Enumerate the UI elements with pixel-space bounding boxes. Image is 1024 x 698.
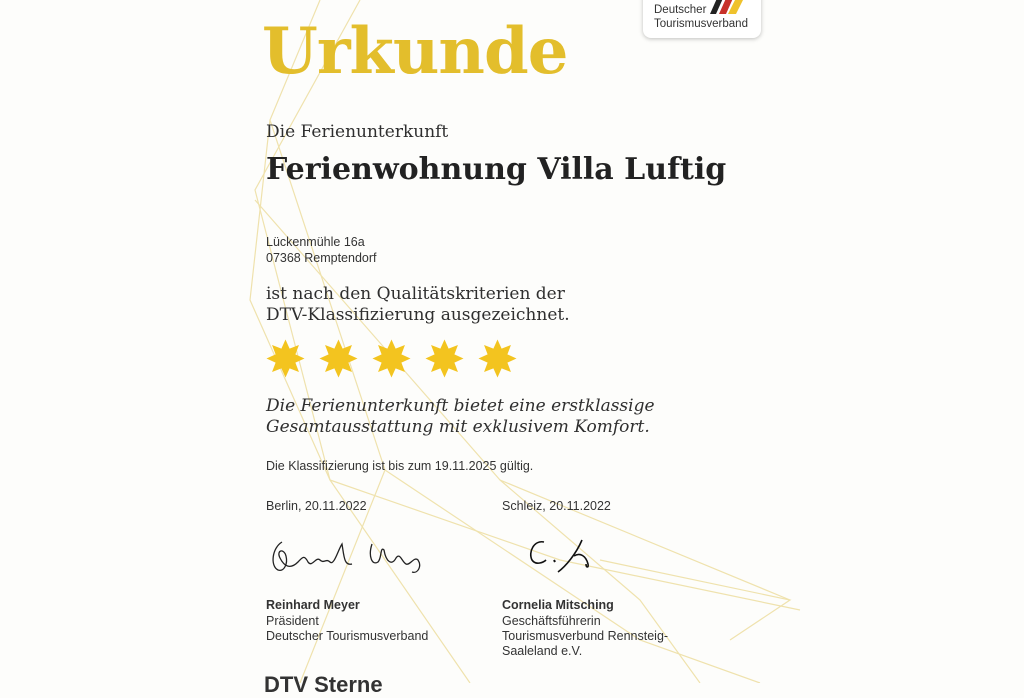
signatory-1-role: Präsident bbox=[266, 614, 319, 628]
validity-text: Die Klassifizierung ist bis zum 19.11.2025 gültig. bbox=[266, 459, 534, 473]
badge-line-2: Tourismusverband bbox=[654, 18, 748, 30]
signature-1-image bbox=[268, 536, 428, 576]
signatory-2-org-line-1: Tourismusverbund Rennsteig- bbox=[502, 629, 669, 643]
star-icon bbox=[319, 339, 358, 378]
signatory-2-org-line-2: Saaleland e.V. bbox=[502, 644, 583, 658]
criteria-line-2: DTV-Klassifizierung ausgezeichnet. bbox=[266, 305, 570, 325]
signatory-2-place-date: Schleiz, 20.11.2022 bbox=[502, 499, 611, 513]
address-street: Lückenmühle 16a bbox=[266, 235, 365, 249]
dtv-flag-stripes-icon bbox=[702, 0, 754, 14]
star-icon bbox=[266, 339, 305, 378]
star-icon bbox=[478, 339, 517, 378]
star-icon bbox=[372, 339, 411, 378]
criteria-line-1: ist nach den Qualitätskriterien der bbox=[266, 284, 565, 304]
badge-line-1: Deutscher bbox=[654, 4, 707, 16]
signatory-1-place-date: Berlin, 20.11.2022 bbox=[266, 499, 367, 513]
signature-2-image bbox=[524, 536, 604, 576]
signatory-2-role: Geschäftsführerin bbox=[502, 614, 601, 628]
description-line-2: Gesamtausstattung mit exklusivem Komfort. bbox=[266, 417, 650, 437]
property-name: Ferienwohnung Villa Luftig bbox=[266, 152, 727, 187]
certificate-title: Urkunde bbox=[262, 14, 568, 89]
intro-text: Die Ferienunterkunft bbox=[266, 122, 449, 142]
signatory-1-name: Reinhard Meyer bbox=[266, 598, 360, 612]
description-line-1: Die Ferienunterkunft bietet eine erstklassige bbox=[266, 396, 655, 416]
star-icon bbox=[425, 339, 464, 378]
footer-brand-logo: DTV Sterne bbox=[264, 672, 383, 697]
signatory-2-name: Cornelia Mitsching bbox=[502, 598, 614, 612]
signatory-1-org: Deutscher Tourismusverband bbox=[266, 629, 429, 643]
address-city: 07368 Remptendorf bbox=[266, 251, 377, 265]
star-rating bbox=[266, 339, 517, 378]
